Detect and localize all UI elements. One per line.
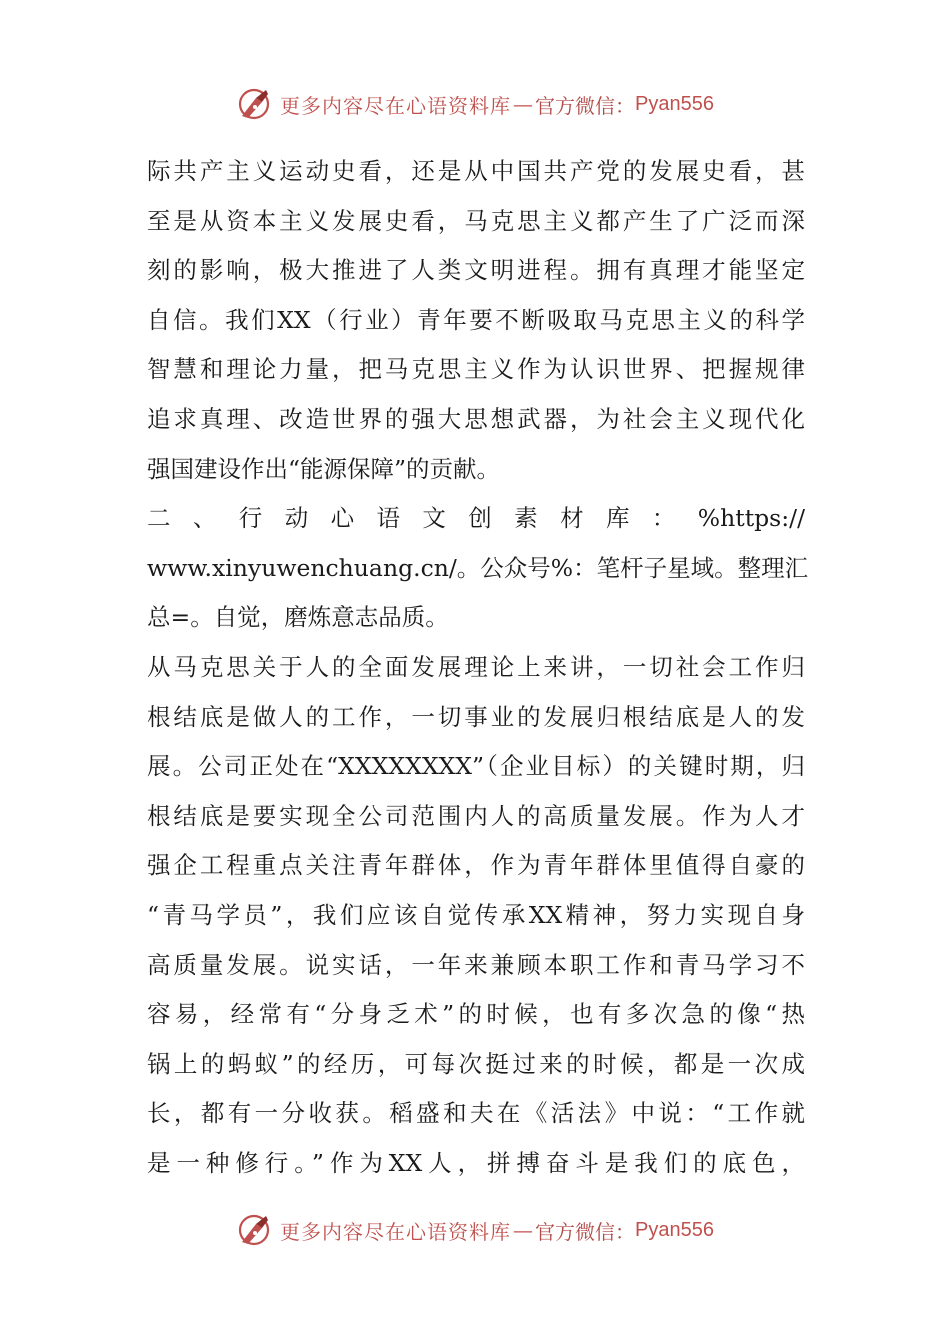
section-heading-line: 二 、 行 动 心 语 文 创 素 材 库 ： %https:// bbox=[147, 504, 805, 533]
body-line: 锅上的蚂蚁”的经历，可每次挺过来的时候，都是一次成 bbox=[147, 1049, 805, 1078]
body-line: 根结底是要实现全公司范围内人的高质量发展。作为人才 bbox=[147, 801, 805, 830]
body-line: 总=。自觉，磨炼意志品质。 bbox=[147, 603, 449, 632]
body-line: www.xinyuwenchuang.cn/。公众号%：笔杆子星域。整理汇 bbox=[147, 553, 809, 582]
banner-wechat-id: Pyan556 bbox=[635, 1218, 714, 1241]
body-line: 智慧和理论力量，把马克思主义作为认识世界、把握规律 bbox=[147, 355, 805, 384]
banner-title: 更多内容尽在心语资料库 bbox=[280, 93, 512, 118]
body-line: “青马学员”，我们应该自觉传承XX精神，努力实现自身 bbox=[147, 900, 805, 929]
body-line: 长，都有一分收获。稻盛和夫在《活法》中说：“工作就 bbox=[147, 1099, 805, 1128]
body-line: 自信。我们XX（行业）青年要不断吸取马克思主义的科学 bbox=[147, 305, 805, 334]
pen-nib-circle-icon bbox=[236, 86, 274, 122]
footer-banner bbox=[0, 1210, 950, 1250]
banner-wechat-id: Pyan556 bbox=[635, 92, 714, 115]
body-line: 根结底是做人的工作，一切事业的发展归根结底是人的发 bbox=[147, 702, 805, 731]
banner-title: 更多内容尽在心语资料库 bbox=[280, 1219, 512, 1244]
banner-official-label: 官方微信： bbox=[535, 93, 636, 118]
body-line: 是一种修行。”作为XX人，拼搏奋斗是我们的底色， bbox=[147, 1148, 805, 1177]
body-line: 至是从资本主义发展史看，马克思主义都产生了广泛而深 bbox=[147, 206, 805, 235]
body-line: 展。公司正处在“XXXXXXXX”（企业目标）的关键时期，归 bbox=[147, 752, 805, 781]
body-line: 从马克思关于人的全面发展理论上来讲，一切社会工作归 bbox=[147, 652, 805, 681]
banner-dash: — bbox=[513, 92, 534, 116]
pen-nib-circle-icon bbox=[236, 1212, 274, 1248]
body-line: 强国建设作出“能源保障”的贡献。 bbox=[147, 454, 501, 483]
body-line: 刻的影响，极大推进了人类文明进程。拥有真理才能坚定 bbox=[147, 256, 805, 285]
body-line: 追求真理、改造世界的强大思想武器，为社会主义现代化 bbox=[147, 404, 805, 433]
body-line: 高质量发展。说实话，一年来兼顾本职工作和青马学习不 bbox=[147, 950, 805, 979]
body-line: 际共产主义运动史看，还是从中国共产党的发展史看，甚 bbox=[147, 157, 805, 185]
banner-official-label: 官方微信： bbox=[535, 1219, 636, 1244]
body-line: 强企工程重点关注青年群体，作为青年群体里值得自豪的 bbox=[147, 851, 805, 880]
banner-dash: — bbox=[513, 1218, 534, 1242]
document-body bbox=[147, 147, 809, 1188]
body-line: 容易，经常有“分身乏术”的时候，也有多次急的像“热 bbox=[147, 1000, 805, 1029]
header-banner bbox=[0, 84, 950, 124]
